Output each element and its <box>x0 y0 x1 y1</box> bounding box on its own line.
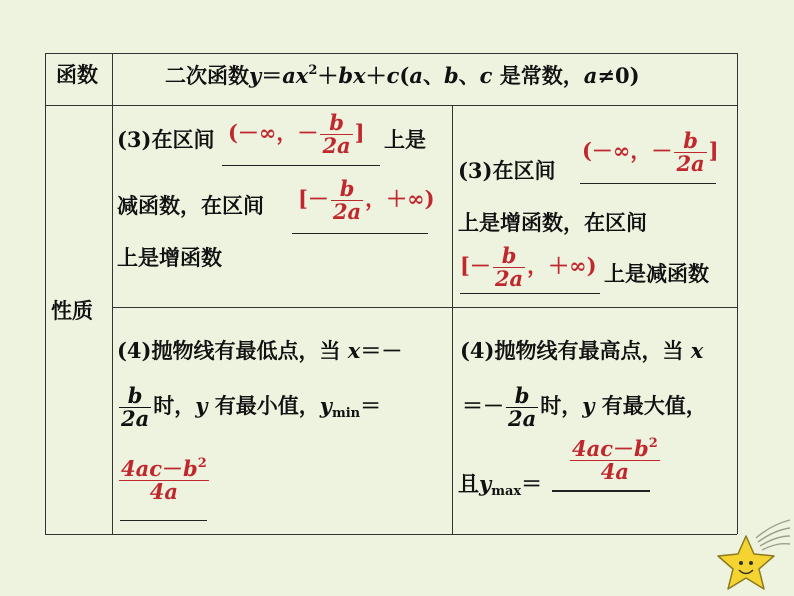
c3r-interval-2: [－ $\frac{b}{2a}$ ，＋∞) <box>460 243 597 292</box>
c4l-line1: (4)抛物线有最低点，当 x＝－ <box>117 338 403 363</box>
table-right-border <box>737 53 738 534</box>
c4l-blank <box>120 520 207 521</box>
c4r-blank <box>552 490 650 492</box>
c3r-interval-1: (－∞，－ $\frac{b}{2a}$ ] <box>582 128 719 177</box>
c4l-line2: $\frac{b}{2a}$ 时，y 有最小值，$y_{min}=$ <box>121 383 382 432</box>
c3r-blank-1 <box>580 183 716 184</box>
smiling-star-icon <box>710 516 792 594</box>
c3r-line2: 上是增函数，在区间 <box>458 210 647 235</box>
row-label-properties: 性质 <box>51 298 93 323</box>
c4r-line2: ＝－ $\frac{b}{2a}$ 时，y 有最大值， <box>462 383 707 432</box>
c4r-line3: 且$y_{max}=$ <box>458 471 543 499</box>
c3l-line3: 上是增函数 <box>117 245 222 270</box>
c3r-line1-prefix: (3)在区间 <box>458 158 556 183</box>
table-left-border <box>45 53 46 534</box>
c3l-line1-prefix: (3)在区间 <box>117 127 215 152</box>
c4l-answer: $\frac{4ac-b^2}{4a}$ <box>121 456 207 505</box>
c3l-blank-2 <box>292 233 428 234</box>
c4r-line1: (4)抛物线有最高点，当 x <box>460 338 704 363</box>
c3r-blank-2 <box>460 293 600 294</box>
table-top-border <box>45 53 737 54</box>
c3l-blank-1 <box>222 165 380 166</box>
header-label: 函数 <box>56 62 98 87</box>
c3r-line3-suffix: 上是减函数 <box>604 261 709 286</box>
c3l-interval-2: [－ $\frac{b}{2a}$ ，＋∞) <box>298 176 435 225</box>
table-bottom-border <box>45 534 737 535</box>
table-middle-divider <box>452 105 453 534</box>
c3l-line1-suffix: 上是 <box>384 127 426 152</box>
c3l-line2-prefix: 减函数，在区间 <box>117 193 264 218</box>
table-header-divider <box>45 105 737 106</box>
table-row-divider <box>112 307 737 308</box>
table-label-divider <box>112 53 113 534</box>
c4r-answer: $\frac{4ac-b^2}{4a}$ <box>572 436 658 485</box>
c3l-interval-1: (－∞，－ $\frac{b}{2a}$ ] <box>228 110 365 159</box>
header-title: 二次函数$y=ax^2+bx+c(a$、b、c 是常数，a≠0) <box>165 63 640 88</box>
